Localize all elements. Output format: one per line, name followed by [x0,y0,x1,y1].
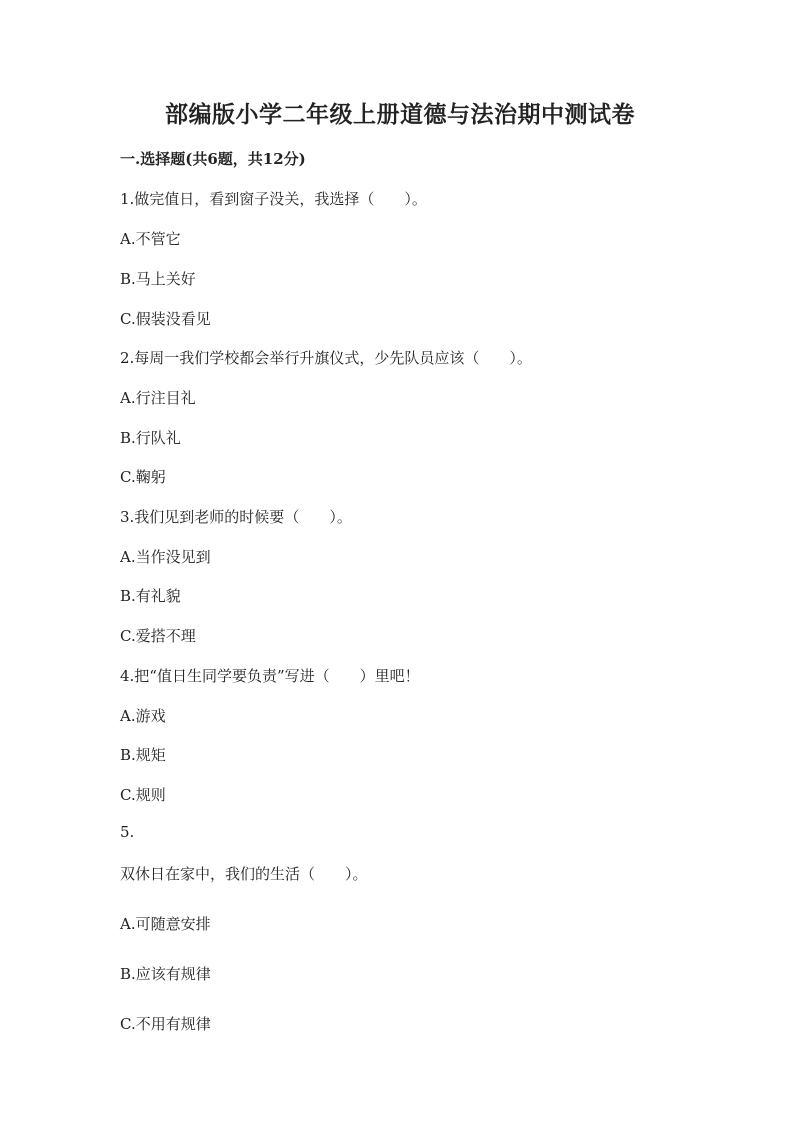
question-2-option-a: A.行注目礼 [120,389,196,407]
question-4-option-a: A.游戏 [120,707,166,725]
question-5-option-c: C.不用有规律 [120,1015,211,1033]
question-3-stem: 3.我们见到老师的时候要（ ）。 [120,508,352,526]
question-1-stem: 1.做完值日，看到窗子没关，我选择（ ）。 [120,190,427,208]
question-2-option-c: C.鞠躬 [120,468,166,486]
question-3-option-a: A.当作没见到 [120,548,211,566]
page-title: 部编版小学二年级上册道德与法治期中测试卷 [165,101,635,128]
question-2-stem: 2.每周一我们学校都会举行升旗仪式，少先队员应该（ ）。 [120,349,532,367]
question-1-option-c: C.假装没看见 [120,310,211,328]
question-5-option-a: A.可随意安排 [120,915,211,933]
question-1-option-b: B.马上关好 [120,270,196,288]
question-4-option-c: C.规则 [120,786,166,804]
question-3-option-c: C.爱搭不理 [120,627,196,645]
question-5-number: 5. [120,823,135,841]
question-2-option-b: B.行队礼 [120,429,181,447]
question-5-option-b: B.应该有规律 [120,965,211,983]
question-4-option-b: B.规矩 [120,746,166,764]
question-4-stem: 4.把“值日生同学要负责”写进（ ）里吧！ [120,667,420,685]
section-header: 一.选择题(共6题，共12分) [120,150,306,168]
question-1-option-a: A.不管它 [120,230,181,248]
question-5-stem: 双休日在家中，我们的生活（ ）。 [120,865,368,883]
question-3-option-b: B.有礼貌 [120,587,181,605]
